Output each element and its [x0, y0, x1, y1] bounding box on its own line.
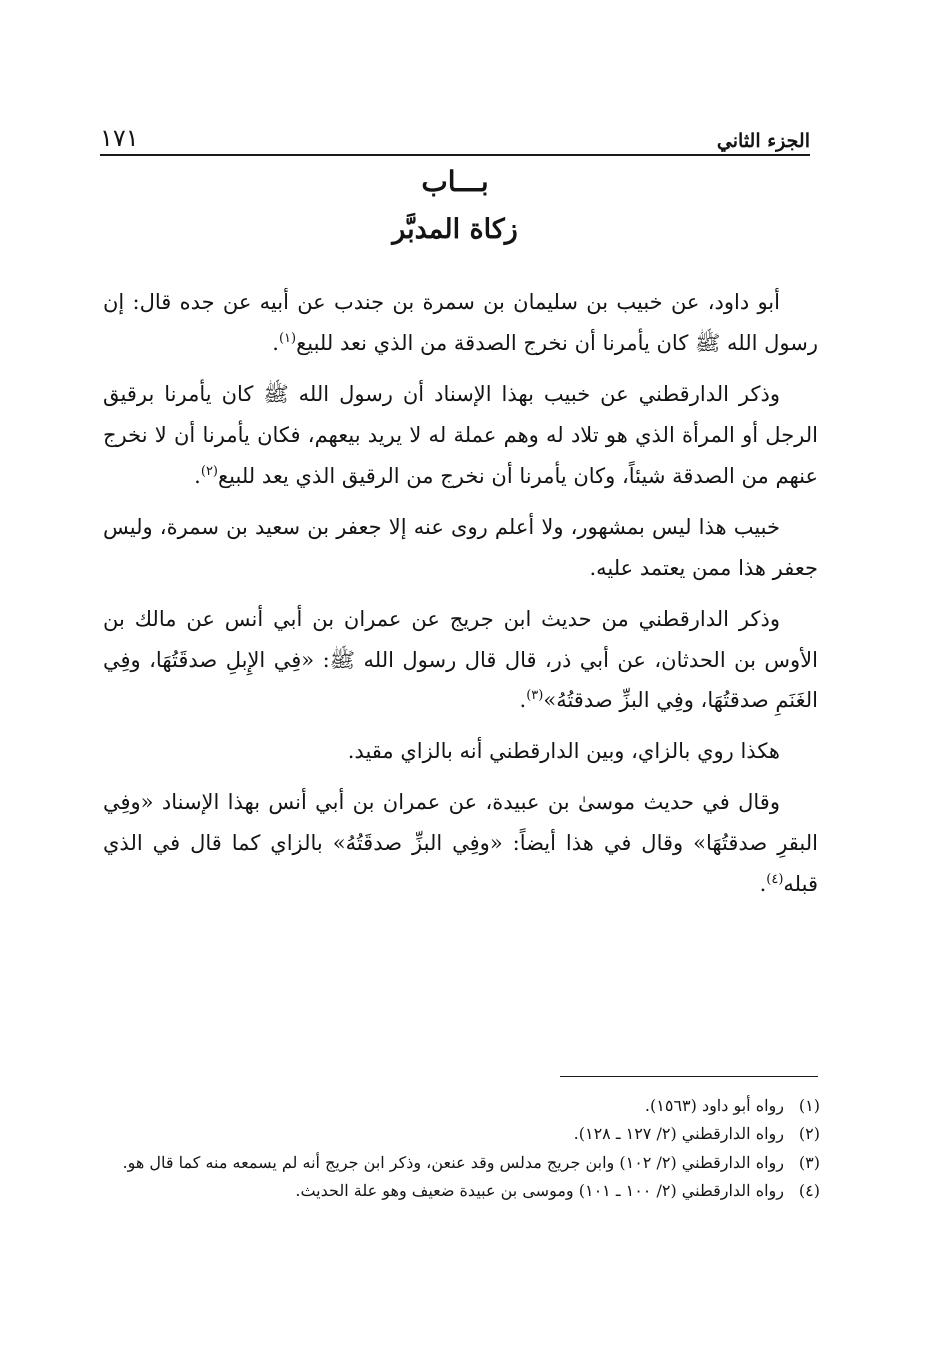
paragraph — [103, 374, 818, 497]
footnote-text: رواه الدارقطني (٢/ ١٢٧ ـ ١٢٨). — [573, 1124, 784, 1144]
header-rule — [100, 154, 810, 156]
footnote-ref: (١) — [278, 330, 297, 346]
paragraph — [103, 599, 818, 722]
paragraph-text: هكذا روي بالزاي، وبين الدارقطني أنه بالزاي مقيد. — [347, 739, 780, 764]
page-number: ١٧١ — [100, 124, 139, 152]
footnote-text: رواه الدارقطني (٢/ ١٠٠ ـ ١٠١) وموسى بن عبيدة ضعيف وهو علة الحديث. — [295, 1181, 784, 1201]
footnote-number: (١) — [798, 1096, 820, 1115]
paragraph — [103, 782, 818, 905]
paragraph-end: . — [194, 463, 201, 488]
footnote — [105, 1149, 820, 1177]
body-text — [103, 282, 818, 915]
footnote-ref: (٢) — [200, 463, 218, 479]
paragraph-text: أبو داود، عن خبيب بن سليمان بن سمرة بن جندب عن أبيه عن جده قال: إن رسول الله ﷺ كان يأمرنا أن نخرج الصدقة من الذي نعد للبيع — [103, 290, 818, 355]
paragraph — [103, 282, 818, 364]
paragraph-text: وذكر الدارقطني عن خبيب بهذا الإسناد أن رسول الله ﷺ كان يأمرنا برقيق الرجل أو المرأة الذي هو تلاد له وهم عملة له لا يريد بيعهم، فكان يأمرنا أن لا نخرج عنهم من الصدقة شيئاً، وكان يأمرنا أن نخرج من الرقيق الذي يعد للبيع — [103, 381, 818, 488]
paragraph-end: . — [759, 872, 767, 897]
paragraph-text: وقال في حديث موسىٰ بن عبيدة، عن عمران بن أبي أنس بهذا الإسناد «وفِي البقرِ صدقتُهَا» وقال في هذا أيضاً: «وفِي البزِّ صدقَتُهُ» بالزاي كما قال في الذي قبله — [103, 790, 818, 897]
paragraph — [103, 731, 818, 772]
footnote-ref: (٣) — [526, 688, 544, 704]
footnote-text: رواه أبو داود (١٥٦٣). — [644, 1096, 784, 1115]
footnote-text: رواه الدارقطني (٢/ ١٠٢) وابن جريج مدلس وقد عنعن، وذكر ابن جريج أنه لم يسمعه منه كما قال هو. — [122, 1152, 784, 1172]
footnote — [105, 1092, 820, 1120]
paragraph — [103, 507, 818, 589]
footnote-number: (٢) — [798, 1124, 820, 1144]
footnote — [105, 1177, 820, 1205]
paragraph-text: خبيب هذا ليس بمشهور، ولا أعلم روى عنه إلا جعفر بن سعيد بن سمرة، وليس جعفر هذا ممن يعتمد عليه. — [103, 514, 818, 580]
footnote-ref: (٤) — [766, 872, 784, 888]
footnotes — [105, 1092, 820, 1206]
footnote-number: (٣) — [798, 1152, 820, 1172]
paragraph-end: . — [272, 330, 279, 355]
running-title: الجزء الثاني — [716, 130, 810, 152]
footnote — [105, 1120, 820, 1148]
page-header — [100, 112, 810, 152]
chapter-label: بـــاب — [421, 165, 489, 198]
footnote-number: (٤) — [798, 1181, 820, 1201]
chapter-title: زكاة المدبَّر — [392, 214, 518, 245]
footnote-separator — [560, 1076, 818, 1077]
paragraph-end: . — [519, 688, 527, 713]
paragraph-text: وذكر الدارقطني من حديث ابن جريج عن عمران بن أبي أنس عن مالك بن الأوس بن الحدثان، عن أبي ذر، قال قال رسول الله ﷺ: «فِي الإِبلِ صدقَتُهَا، وفِي الغَنَمِ صدقتُهَا، وفِي البزِّ صدقتُهُ» — [103, 606, 818, 713]
